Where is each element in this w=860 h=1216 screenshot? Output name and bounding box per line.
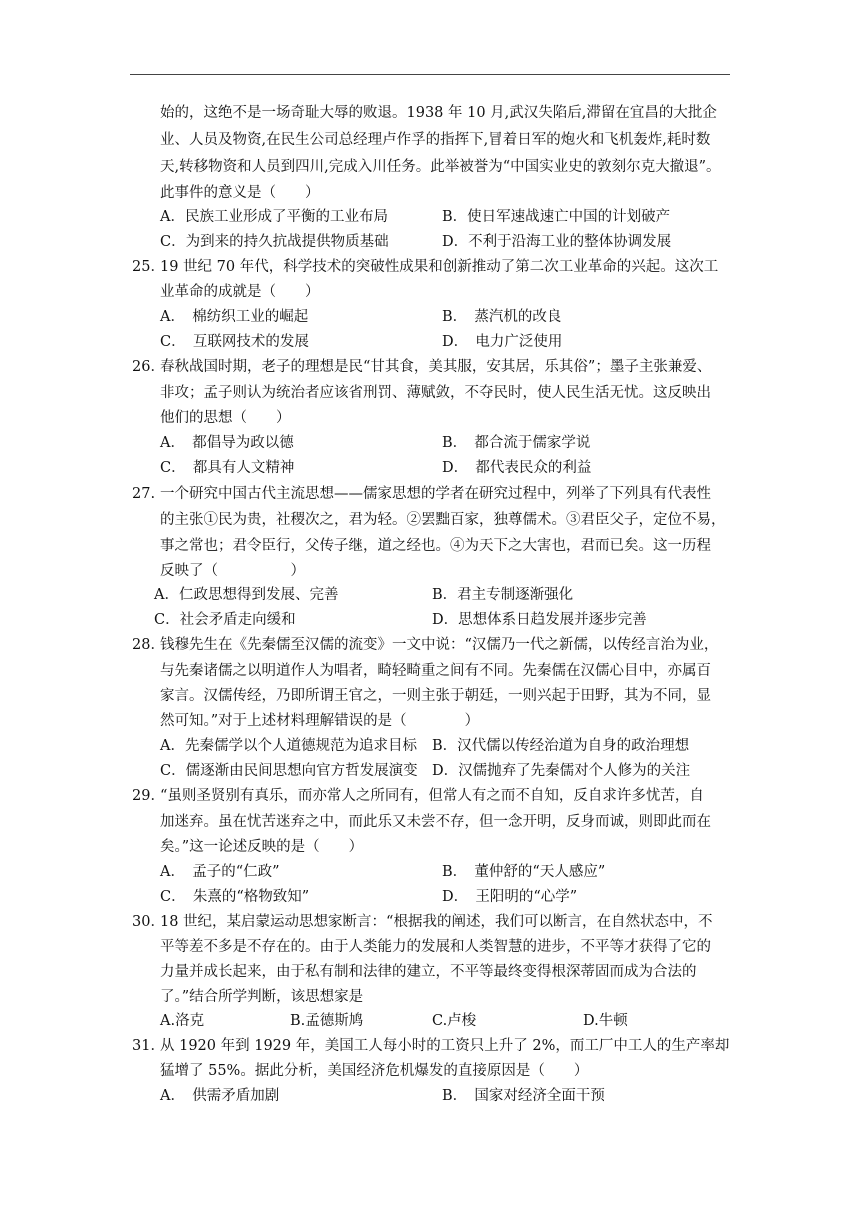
option-d: D．思想体系日趋发展并逐步完善: [432, 612, 647, 628]
option-c: C． 朱熹的“格物致知”: [160, 889, 310, 905]
option-d: D． 都代表民众的利益: [442, 460, 592, 476]
question-text-line: 非攻；孟子则认为统治者应该省刑罚、薄赋敛，不夺民时，使人民生活无忧。这反映出: [160, 385, 711, 401]
option-b: B． 董仲舒的“天人感应”: [442, 864, 606, 880]
option-d: D．汉儒抛弃了先秦儒对个人修为的关注: [432, 763, 691, 779]
option-d: D． 王阳明的“心学”: [442, 889, 578, 905]
question-number: 30．: [132, 914, 165, 930]
option-a: A．仁政思想得到发展、完善: [154, 587, 339, 603]
question-text-line: 力量并成长起来，由于私有制和法律的建立，不平等最终变得根深蒂固而成为合法的: [160, 964, 697, 980]
question-text-line: “虽则圣贤别有真乐，而亦常人之所同有，但常人有之而不自知，反自求许多忧苦，自: [160, 788, 704, 804]
question-text-line: 矣。”这一论述反映的是（ ）: [160, 839, 364, 855]
question-text-line: 加迷弃。虽在忧苦迷弃之中，而此乐又未尝不存，但一念开明，反身而诚，则即此而在: [160, 814, 711, 830]
option-a: A．民族工业形成了平衡的工业布局: [160, 209, 388, 225]
question-text-line: 他们的思想（ ）: [160, 410, 291, 426]
question-text-line: 反映了（ ）: [160, 563, 305, 579]
option-b: B． 都合流于儒家学说: [442, 435, 591, 451]
option-d: D.牛顿: [583, 1013, 628, 1029]
question-text-line: 钱穆先生在《先秦儒至汉儒的流变》一文中说：“汉儒乃一代之新儒，以传经言治为业，: [160, 637, 719, 653]
option-a: A.洛克: [160, 1013, 205, 1029]
option-b: B．汉代儒以传经治道为自身的政治理想: [432, 738, 690, 754]
question-text-line: 从 1920 年到 1929 年，美国工人每小时的工资只上升了 2%，而工厂中工人的生产率却: [160, 1038, 730, 1054]
option-b: B．君主专制逐渐强化: [432, 587, 574, 603]
question-text-line: 事之常也；君令臣行，父传子继，道之经也。④为天下之大害也，君而已矣。这一历程: [160, 538, 711, 554]
header-rule: [130, 74, 730, 75]
option-a: A． 棉纺织工业的崛起: [160, 309, 309, 325]
option-d: D．不利于沿海工业的整体协调发展: [442, 234, 672, 250]
question-text-line: 始的，这绝不是一场奇耻大辱的败退。1938 年 10 月,武汉失陷后,滞留在宜昌的大批企: [160, 105, 717, 121]
option-c: C.卢梭: [432, 1013, 477, 1029]
question-text-line: 18 世纪，某启蒙运动思想家断言：“根据我的阐述，我们可以断言，在自然状态中，不: [160, 914, 713, 930]
question-text-line: 业革命的成就是（ ）: [160, 284, 320, 300]
question-text-line: 春秋战国时期，老子的理想是民“甘其食，美其服，安其居，乐其俗”；墨子主张兼爱、: [160, 359, 712, 375]
question-number: 28．: [132, 637, 165, 653]
option-a: A． 孟子的“仁政”: [160, 864, 280, 880]
question-number: 31．: [132, 1038, 165, 1054]
option-c: C．社会矛盾走向缓和: [154, 612, 296, 628]
question-text-line: 19 世纪 70 年代，科学技术的突破性成果和创新推动了第二次工业革命的兴起。这次工: [160, 259, 719, 275]
option-b: B． 国家对经济全面干预: [442, 1088, 605, 1104]
question-text-line: 猛增了 55%。据此分析，美国经济危机爆发的直接原因是（ ）: [160, 1063, 589, 1079]
question-number: 29．: [132, 788, 165, 804]
option-d: D． 电力广泛使用: [442, 334, 563, 350]
question-text-line: 平等差不多是不存在的。由于人类能力的发展和人类智慧的进步，不平等才获得了它的: [160, 939, 711, 955]
question-text-line: 业、人员及物资,在民生公司总经理卢作孚的指挥下,冒着日军的炮火和飞机轰炸,耗时数: [160, 132, 711, 148]
question-text-line: 此事件的意义是（ ）: [160, 185, 320, 201]
question-text-line: 天,转移物资和人员到四川,完成入川任务。此举被誉为“中国实业史的敦刻尔克大撤退”。: [160, 159, 721, 175]
option-a: A．先秦儒学以个人道德规范为追求目标: [160, 738, 417, 754]
option-c: C．儒逐渐由民间思想向官方哲发展演变: [160, 763, 418, 779]
question-number: 27.: [132, 486, 156, 502]
question-text-line: 的主张①民为贵，社稷次之，君为轻。②罢黜百家，独尊儒术。③君臣父子，定位不易，: [160, 512, 726, 528]
question-text-line: 与先秦诸儒之以明道作人为唱者，畸轻畸重之间有不同。先秦儒在汉儒心目中，亦属百: [160, 663, 711, 679]
option-b: B．使日军速战速亡中国的计划破产: [442, 209, 671, 225]
option-c: C．为到来的持久抗战提供物质基础: [160, 234, 389, 250]
option-c: C． 互联网技术的发展: [160, 334, 309, 350]
question-text-line: 了。”结合所学判断，该思想家是: [160, 989, 364, 1005]
question-text-line: 家言。汉儒传经，乃即所谓王官之，一则主张于朝廷，一则兴起于田野，其为不同，显: [160, 688, 711, 704]
question-number: 26．: [132, 359, 165, 375]
question-text-line: 一个研究中国古代主流思想——儒家思想的学者在研究过程中，列举了下列具有代表性: [160, 486, 711, 502]
option-a: A． 都倡导为政以德: [160, 435, 294, 451]
question-number: 25．: [132, 259, 165, 275]
option-a: A． 供需矛盾加剧: [160, 1088, 280, 1104]
option-b: B.孟德斯鸠: [290, 1013, 364, 1029]
option-b: B． 蒸汽机的改良: [442, 309, 562, 325]
option-c: C． 都具有人文精神: [160, 460, 295, 476]
question-text-line: 然可知。”对于上述材料理解错误的是（ ）: [160, 713, 480, 729]
